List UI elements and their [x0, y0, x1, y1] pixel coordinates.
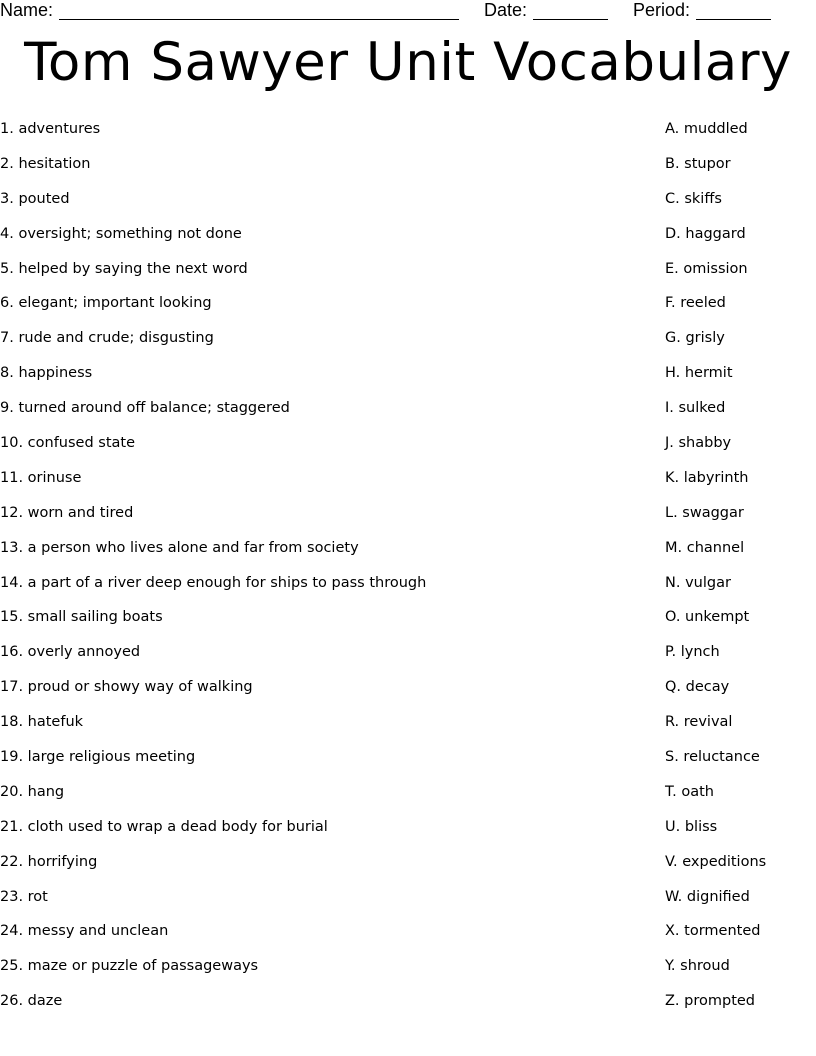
period-blank-line[interactable] [696, 3, 771, 20]
clue-item: 19. large religious meeting [0, 749, 196, 766]
name-label: Name: [0, 0, 54, 20]
answer-item: A. muddled [665, 121, 748, 137]
clue-item: 10. confused state [0, 435, 136, 452]
clue-item: 17. proud or showy way of walking [0, 679, 253, 696]
worksheet-header [0, 0, 816, 22]
answer-item: Q. decay [665, 679, 730, 696]
answer-item: B. stupor [665, 155, 731, 172]
clue-item: 26. daze [0, 993, 63, 1010]
answer-item: J. shabby [665, 435, 732, 452]
clue-item: 7. rude and crude; disgusting [0, 330, 214, 347]
answer-item: M. channel [665, 539, 745, 556]
answer-item: S. reluctance [665, 749, 760, 766]
clue-item: 21. cloth used to wrap a dead body for burial [0, 818, 328, 835]
answer-item: Y. shroud [665, 958, 730, 975]
period-label: Period: [633, 0, 691, 20]
clue-item: 16. overly annoyed [0, 644, 141, 661]
name-field[interactable] [0, 0, 459, 20]
answer-item: U. bliss [665, 818, 718, 835]
answer-item: D. haggard [665, 225, 746, 242]
period-field[interactable] [633, 0, 771, 20]
answer-item: I. sulked [665, 400, 726, 417]
date-label: Date: [484, 0, 528, 20]
clue-item: 3. pouted [0, 190, 70, 207]
answer-item: T. oath [665, 783, 714, 800]
answer-item: K. labyrinth [665, 469, 749, 486]
date-field[interactable] [484, 0, 608, 20]
clue-item: 2. hesitation [0, 155, 91, 172]
clue-list [0, 112, 620, 1019]
clue-item: 5. helped by saying the next word [0, 260, 248, 277]
answer-list [665, 112, 815, 1019]
answer-item: X. tormented [665, 923, 761, 940]
answer-item: E. omission [665, 260, 748, 277]
answer-item: R. revival [665, 714, 733, 731]
clue-item: 12. worn and tired [0, 504, 134, 521]
answer-item: P. lynch [665, 644, 720, 661]
clue-item: 6. elegant; important looking [0, 295, 212, 312]
clue-item: 9. turned around off balance; staggered [0, 400, 290, 417]
date-blank-line[interactable] [533, 3, 608, 20]
clue-item: 25. maze or puzzle of passageways [0, 958, 259, 975]
clue-item: 24. messy and unclean [0, 923, 169, 940]
clue-item: 4. oversight; something not done [0, 225, 242, 242]
clue-item: 22. horrifying [0, 853, 98, 870]
clue-item: 11. orinuse [0, 469, 82, 486]
name-blank-line[interactable] [59, 3, 459, 20]
clue-item: 20. hang [0, 783, 65, 800]
answer-item: N. vulgar [665, 574, 731, 591]
answer-item: W. dignified [665, 888, 750, 905]
clue-item: 13. a person who lives alone and far from society [0, 539, 359, 556]
page-title: Tom Sawyer Unit Vocabulary [24, 32, 792, 93]
answer-item: L. swaggar [665, 504, 744, 521]
answer-item: C. skiffs [665, 190, 722, 207]
answer-item: V. expeditions [665, 853, 767, 870]
clue-item: 18. hatefuk [0, 714, 84, 731]
answer-item: F. reeled [665, 295, 726, 312]
clue-item: 1. adventures [0, 121, 101, 137]
clue-item: 8. happiness [0, 365, 93, 382]
answer-item: Z. prompted [665, 993, 756, 1010]
clue-item: 23. rot [0, 888, 48, 905]
answer-item: G. grisly [665, 330, 725, 347]
clue-item: 14. a part of a river deep enough for ships to pass through [0, 574, 427, 591]
answer-item: O. unkempt [665, 609, 750, 626]
answer-item: H. hermit [665, 365, 733, 382]
clue-item: 15. small sailing boats [0, 609, 163, 626]
